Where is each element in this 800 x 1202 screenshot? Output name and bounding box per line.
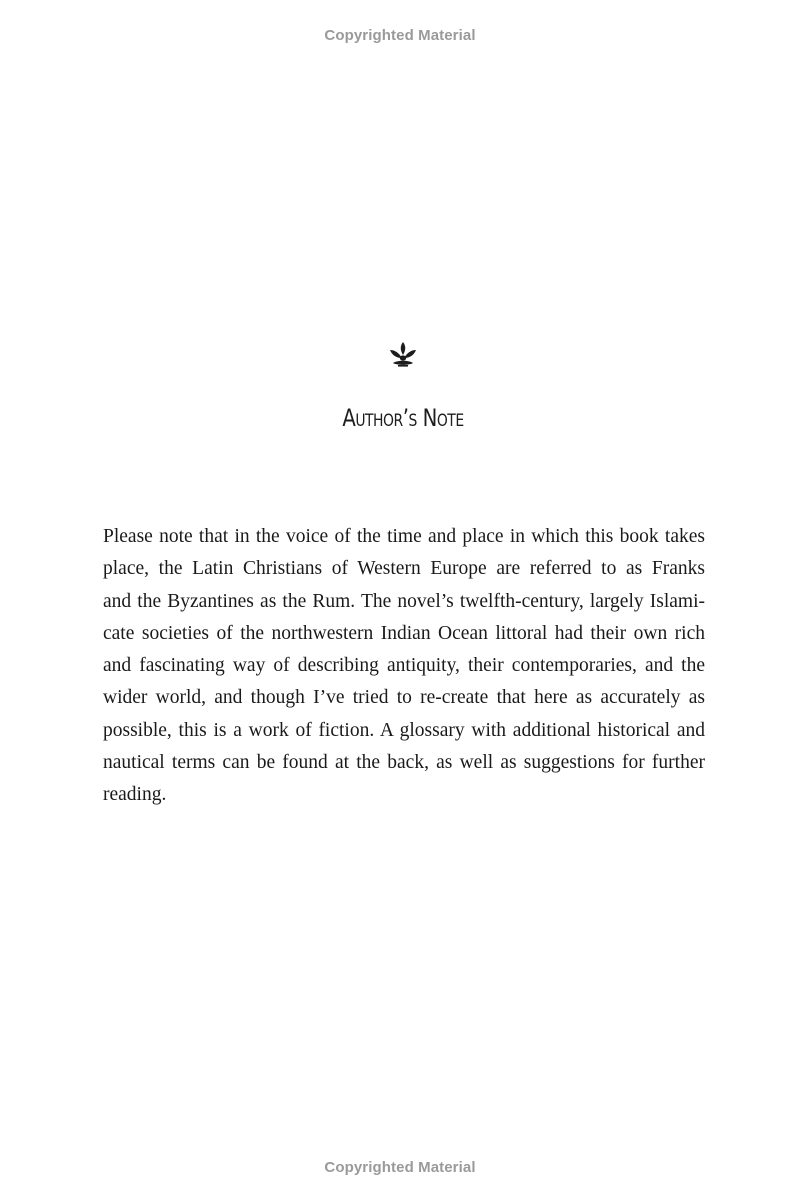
text-line: and the Byzantines as the Rum. The novel’s twelfth-century, largely Islami- bbox=[103, 590, 705, 612]
text-line: place, the Latin Christians of Western Europe are referred to as Franks bbox=[103, 558, 705, 580]
author-note-paragraph bbox=[103, 521, 705, 812]
copyright-watermark-bottom: Copyrighted Material bbox=[324, 1159, 476, 1176]
text-line: cate societies of the northwestern Indian Ocean littoral had their own rich bbox=[103, 622, 705, 644]
page-title: Author’s Note bbox=[342, 404, 464, 432]
copyright-watermark-top: Copyrighted Material bbox=[324, 27, 476, 44]
text-line: nautical terms can be found at the back, as well as suggestions for further bbox=[103, 752, 705, 774]
text-line: and fascinating way of describing antiquity, their contemporaries, and the bbox=[103, 655, 705, 677]
text-line: Please note that in the voice of the time and place in which this book takes bbox=[103, 526, 705, 547]
text-line: wider world, and though I’ve tried to re-create that here as accurately as bbox=[103, 687, 705, 709]
text-line: reading. bbox=[103, 784, 167, 806]
text-line: possible, this is a work of fiction. A glossary with additional historical and bbox=[103, 719, 705, 741]
fleuron-icon bbox=[388, 341, 418, 369]
